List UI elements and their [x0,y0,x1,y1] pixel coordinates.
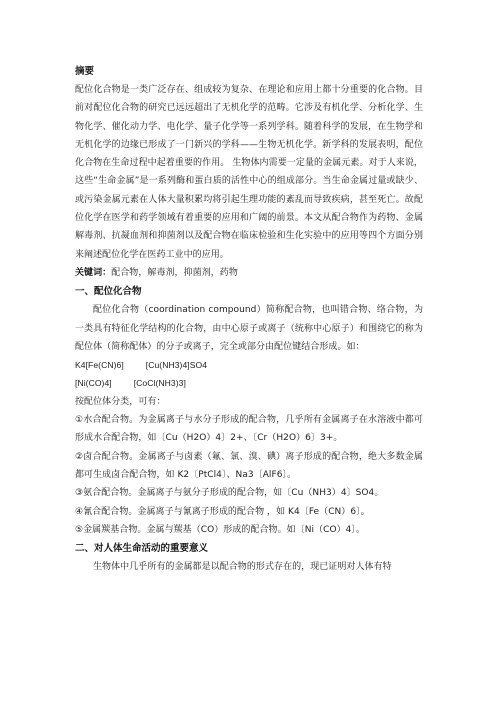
keywords-line [75,264,423,282]
list-item: ③氨合配合物。金属离子与氨分子形成的配合物，如〔Cu（NH3）4〕SO4。 [75,488,384,499]
example-formula: [Ni(CO)4] [75,378,112,389]
section1-intro: 配位化合物（coordination compound）简称配合物，也叫错合物、络合物，为一类具有特征化学结构的化合物，由中心原子或离子（统称中心原子）和围绕它的称为配位体（简称配体）的分子或离子，完全或部分由配位键结合形成。如： [75,305,423,352]
list-item: ⑤金属羰基合物。金属与羰基（CO）形成的配合物。如〔Ni（CO）4〕。 [75,524,366,535]
example-formula: [Cu(NH3)4]SO4 [145,360,208,371]
abstract-heading: 摘要 [75,66,95,77]
examples-row-2 [75,374,423,392]
abstract-body: 配位化合物是一类广泛存在、组成较为复杂、在理论和应用上都十分重要的化合物。目前对配位化合物的研究已远远超出了无机化学的范畴。它涉及有机化学、分析化学、生物化学、催化动力学、电化学、量子化学等一系列学科。随着科学的发展，在生物学和无机化学的边缘已形成了一门新兴的学科——生物无机化学。新学科的发展表明，配位化合物在生命过程中起着重要的作用。 生物体内需要一定量的金属元素。对于人来说，这些“生命金属”是一系列酶和蛋白质的活性中心的组成部分。当生命金属过量或缺少、或污染金属元素在人体大量积累均将引起生理功能的紊乱而导致疾病，甚至死亡。故配位化学在医学和药学领域有着重要的应用和广阔的前景。本文从配合物作为药物、金属解毒剂、抗凝血剂和抑菌剂以及配合物在临床检验和生化实验中的应用等四个方面分别来阐述配位化学在医药工业中的应用。 [75,85,423,260]
document-page [75,62,423,576]
example-formula: [CoCl(NH3)3] [133,378,186,389]
examples-row-1 [75,356,423,374]
example-formula: K4[Fe(CN)6] [75,360,124,371]
classify-line: 按配位体分类，可有： [75,396,166,407]
list-item: ④氰合配合物。金属离子与氰离子形成的配合物 ，如 K4〔Fe（CN）6〕。 [75,506,370,517]
section1-heading: 一、配位化合物 [75,286,142,298]
section2-body: 生物体中几乎所有的金属都是以配合物的形式存在的，现已证明对人体有特 [93,562,392,573]
keywords-label: 关键词： [75,267,112,278]
keywords-text: 配合物，解毒剂，抑菌剂，药物 [111,267,238,278]
list-item: ①水合配合物。为金属离子与水分子形成的配合物，几乎所有金属离子在水溶液中都可形成水合配合物，如〔Cu（H2O）4〕2+、〔Cr（H2O）6〕3+。 [75,415,423,444]
list-item: ②卤合配合物。金属离子与卤素（氟、氯、溴、碘）离子形成的配合物，绝大多数金属都可生成卤合配合物，如 K2〔PtCl4〕、Na3〔AlF6〕。 [75,451,423,480]
section2-heading: 二、对人体生命活动的重要意义 [75,543,209,555]
